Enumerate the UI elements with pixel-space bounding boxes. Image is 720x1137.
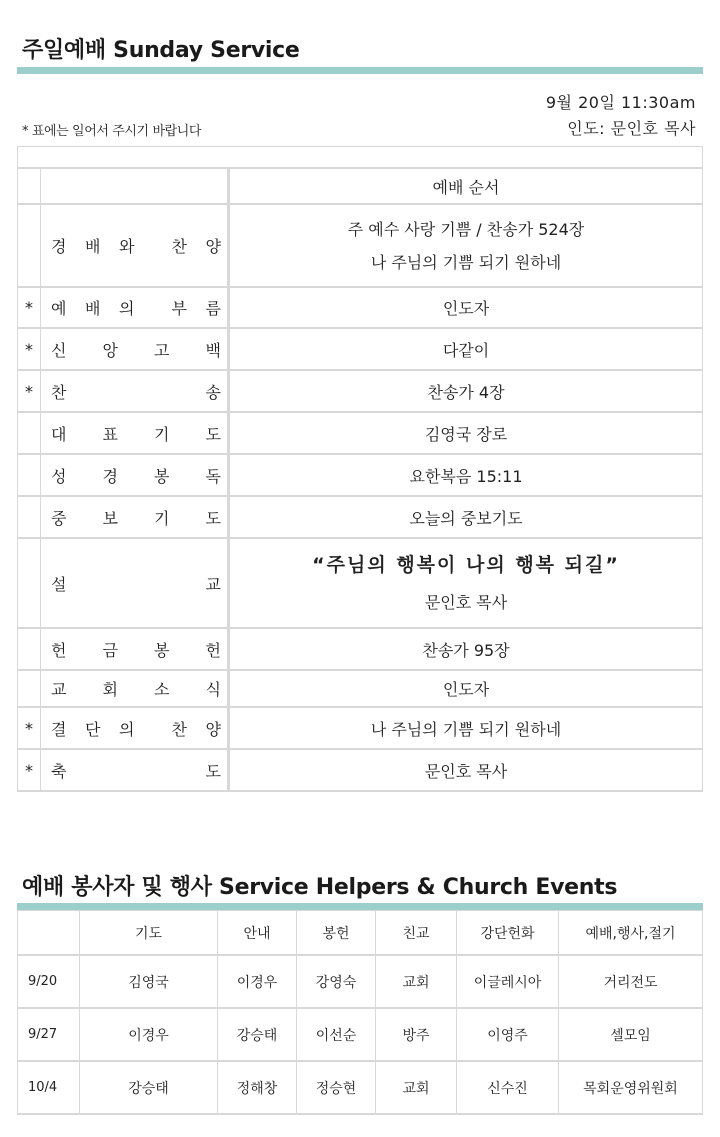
stand-mark (18, 204, 41, 287)
helpers-cell: 이글레시아 (457, 955, 559, 1008)
order-item-char: 도 (205, 424, 221, 444)
stand-mark: * (18, 287, 41, 328)
service-leader: 인도: 문인호 목사 (567, 119, 696, 138)
order-item-char: 표 (102, 424, 118, 444)
worship-title: 주일예배 Sunday Service (22, 38, 300, 63)
helpers-header-cell (18, 911, 80, 956)
order-item-content: 인도자 (229, 287, 703, 328)
order-item-label (41, 412, 229, 454)
stand-mark (18, 412, 41, 454)
stand-mark: * (18, 707, 41, 749)
order-item-char: 의 (119, 299, 135, 318)
order-row (18, 670, 703, 707)
order-row (18, 538, 703, 628)
service-date-time: 9월 20일 11:30am (545, 93, 696, 112)
table-top-blank-row (18, 147, 703, 169)
order-item-char: 단 (85, 719, 101, 739)
order-item-content: 김영국 장로 (229, 412, 703, 454)
order-item-label (41, 749, 229, 791)
helpers-table (17, 910, 703, 1115)
order-header: 예배 순서 (229, 168, 703, 204)
order-item-content (229, 204, 703, 287)
stand-mark: * (18, 328, 41, 370)
order-row (18, 370, 703, 412)
order-item-char: 대 (51, 424, 67, 444)
order-item-char: 성 (51, 466, 67, 486)
helpers-cell: 김영국 (80, 955, 218, 1008)
order-item-label (41, 328, 229, 370)
content-line: 나 주님의 기쁨 되기 원하네 (370, 252, 562, 272)
sermon-content (229, 538, 703, 628)
order-item-char: 금 (102, 640, 118, 660)
order-item-label (41, 204, 229, 287)
order-item-content: 다같이 (229, 328, 703, 370)
order-item-content: 인도자 (229, 670, 703, 707)
content-line: 주 예수 사랑 기쁨 / 찬송가 524장 (347, 219, 585, 239)
helpers-row (18, 955, 703, 1008)
order-item-label (41, 707, 229, 749)
order-item-content: 요한복음 15:11 (229, 454, 703, 496)
order-item-label (41, 670, 229, 707)
stand-mark (18, 538, 41, 628)
order-item-char: 설 (51, 574, 67, 594)
helpers-date-cell: 9/20 (18, 955, 80, 1008)
order-item-label (41, 628, 229, 670)
order-item-char: 교 (51, 680, 67, 699)
sermon-pastor: 문인호 목사 (424, 593, 508, 612)
order-row (18, 707, 703, 749)
order-item-char: 양 (205, 237, 221, 256)
order-item-label (41, 454, 229, 496)
order-item-char: 도 (205, 761, 221, 781)
order-item-char: 도 (205, 508, 221, 528)
helpers-cell: 이선순 (297, 1008, 376, 1061)
helpers-cell: 방주 (376, 1008, 457, 1061)
helpers-cell: 교회 (376, 955, 457, 1008)
order-item-content: 오늘의 중보기도 (229, 496, 703, 538)
helpers-cell: 셀모임 (559, 1008, 703, 1061)
stand-mark (18, 670, 41, 707)
helpers-row (18, 1008, 703, 1061)
order-item-content: 찬송가 95장 (229, 628, 703, 670)
helpers-cell: 교회 (376, 1061, 457, 1114)
helpers-cell: 강영숙 (297, 955, 376, 1008)
order-item-content: 나 주님의 기쁨 되기 원하네 (229, 707, 703, 749)
order-item-char: 소 (154, 680, 170, 699)
stand-mark (18, 628, 41, 670)
order-item-char: 독 (205, 466, 221, 486)
helpers-date-cell: 9/27 (18, 1008, 80, 1061)
order-row (18, 628, 703, 670)
helpers-header-cell: 친교 (376, 911, 457, 956)
order-item-char: 식 (205, 680, 221, 699)
order-row (18, 287, 703, 328)
title-underline-bar (17, 67, 703, 74)
order-item-char: 신 (51, 340, 67, 360)
helpers-row (18, 1061, 703, 1114)
order-item-content: 찬송가 4장 (229, 370, 703, 412)
helpers-cell: 이영주 (457, 1008, 559, 1061)
helpers-cell: 신수진 (457, 1061, 559, 1114)
title-underline-bar-2 (17, 903, 703, 910)
helpers-cell: 목회운영위원회 (559, 1061, 703, 1114)
order-item-char: 교 (205, 574, 221, 594)
order-item-char: 송 (205, 382, 221, 402)
order-item-char: 기 (154, 424, 170, 444)
order-item-char: 찬 (171, 719, 187, 739)
order-item-label (41, 370, 229, 412)
order-item-char: 고 (154, 340, 170, 360)
order-row (18, 749, 703, 791)
order-item-char: 예 (51, 299, 67, 318)
order-item-content: 문인호 목사 (229, 749, 703, 791)
order-row (18, 328, 703, 370)
order-row (18, 412, 703, 454)
order-item-char: 결 (51, 719, 67, 739)
helpers-date-cell: 10/4 (18, 1061, 80, 1114)
order-item-char: 보 (102, 508, 118, 528)
helpers-cell: 이경우 (80, 1008, 218, 1061)
order-item-char: 부 (171, 299, 187, 318)
standing-note: * 표에는 일어서 주시기 바랍니다 (22, 124, 202, 139)
helpers-cell: 거리전도 (559, 955, 703, 1008)
helpers-header-row (18, 911, 703, 956)
order-item-label (41, 538, 229, 628)
order-item-char: 봉 (154, 466, 170, 486)
order-item-char: 찬 (51, 382, 67, 402)
helpers-cell: 이경우 (218, 955, 297, 1008)
order-item-char: 회 (102, 680, 118, 699)
order-item-char: 축 (51, 761, 67, 781)
helpers-cell: 강승태 (80, 1061, 218, 1114)
stand-mark: * (18, 749, 41, 791)
order-item-char: 앙 (102, 340, 118, 360)
order-row (18, 454, 703, 496)
helpers-cell: 강승태 (218, 1008, 297, 1061)
order-item-label (41, 287, 229, 328)
helpers-header-cell: 기도 (80, 911, 218, 956)
helpers-header-cell: 봉헌 (297, 911, 376, 956)
helpers-header-cell: 안내 (218, 911, 297, 956)
worship-order-table (17, 146, 703, 792)
order-item-label (41, 496, 229, 538)
stand-mark: * (18, 370, 41, 412)
helpers-title: 예배 봉사자 및 행사 Service Helpers & Church Events (22, 875, 618, 900)
order-item-char: 름 (205, 299, 221, 318)
order-item-char: 헌 (205, 640, 221, 660)
order-item-char: 의 (119, 719, 135, 739)
order-rows (18, 204, 703, 791)
helpers-cell: 정승현 (297, 1061, 376, 1114)
order-item-char: 백 (205, 340, 221, 360)
order-item-char: 와 (119, 237, 135, 256)
order-item-char: 양 (205, 719, 221, 739)
order-item-char: 기 (154, 508, 170, 528)
stand-mark (18, 496, 41, 538)
order-item-char: 경 (102, 466, 118, 486)
sermon-title: “주님의 행복이 나의 행복 되길” (312, 554, 620, 576)
order-item-char: 봉 (154, 640, 170, 660)
order-item-char: 배 (85, 237, 101, 256)
order-item-char: 중 (51, 508, 67, 528)
helpers-header-cell: 예배,행사,절기 (559, 911, 703, 956)
helpers-cell: 정해창 (218, 1061, 297, 1114)
order-item-char: 찬 (171, 237, 187, 256)
stand-mark (18, 454, 41, 496)
order-item-char: 헌 (51, 640, 67, 660)
order-row (18, 204, 703, 287)
order-row (18, 496, 703, 538)
order-item-char: 배 (85, 299, 101, 318)
order-item-char: 경 (51, 237, 67, 256)
helpers-header-cell: 강단헌화 (457, 911, 559, 956)
